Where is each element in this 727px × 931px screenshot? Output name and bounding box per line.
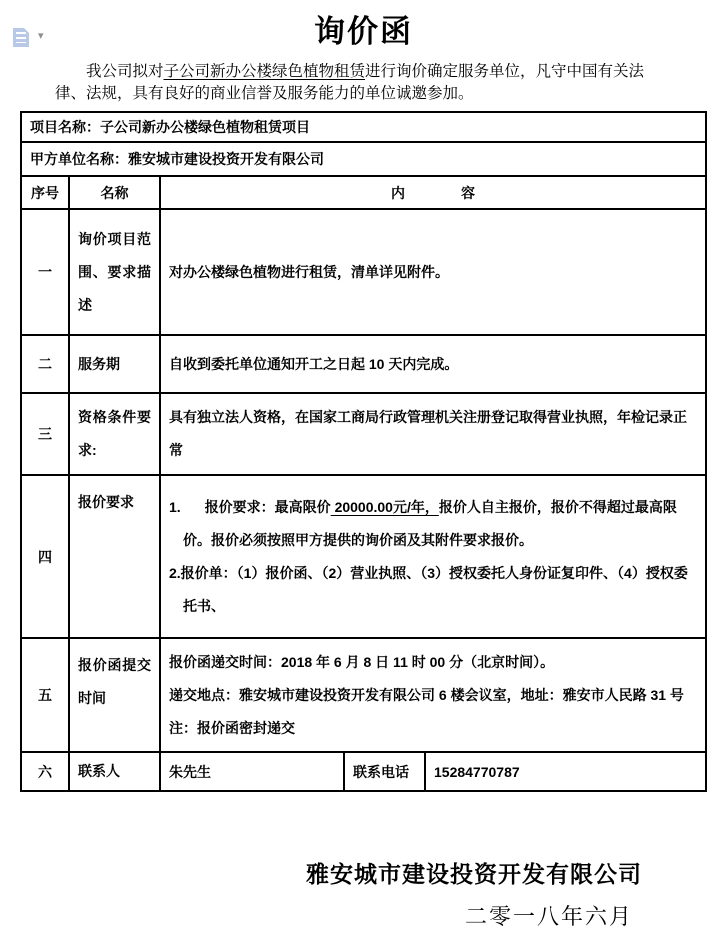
row5-index: 五: [21, 638, 69, 752]
quote-documents-item: 2.报价单：（1）报价函、（2）营业执照、（3）授权委托人身份证复印件、（4）授权委托书、: [169, 564, 688, 614]
row1-index: 一: [21, 209, 69, 335]
table-row: [21, 638, 706, 752]
item1-prefix: 报价要求：最高限价: [204, 498, 331, 515]
table-row: [21, 335, 706, 393]
phone-number-cell: 15284770787: [425, 752, 706, 791]
table-row: [21, 475, 706, 638]
submission-place-line: 递交地点：雅安城市建设投资开发有限公司 6 楼会议室，地址：雅安市人民路 31 号: [169, 686, 684, 703]
intro-suffix: 进行询价确定服务单位，凡守中国有关法律、法规，具有良好的商业信誉及服务能力的单位诚邀参加。: [55, 63, 645, 102]
submission-time-line: 报价函递交时间：2018 年 6 月 8 日 11 时 00 分（北京时间）。: [169, 653, 555, 670]
row6-name: 联系人: [69, 752, 160, 791]
row5-name: 报价函提交时间: [69, 638, 160, 752]
submission-note-line: 注：报价函密封递交: [169, 719, 295, 736]
row1-name: 询价项目范围、要求描述: [69, 209, 160, 335]
paste-options-button[interactable]: [13, 28, 44, 47]
header-name: 名称: [69, 176, 160, 209]
row1-content: 对办公楼绿色植物进行租赁，清单详见附件。: [160, 209, 706, 335]
party-name-row: [21, 142, 706, 176]
contact-name-cell: 朱先生: [160, 752, 344, 791]
header-index: 序号: [21, 176, 69, 209]
row2-name: 服务期: [69, 335, 160, 393]
party-name-label: 甲方单位名称：: [30, 151, 128, 167]
row5-content: [160, 638, 706, 752]
phone-label-cell: 联系电话: [344, 752, 425, 791]
signature-block: [0, 856, 727, 931]
paste-document-icon[interactable]: [13, 28, 29, 47]
dropdown-arrow-icon[interactable]: ▾: [38, 29, 44, 42]
page-title: 询价函: [314, 14, 413, 49]
table-row: [21, 393, 706, 475]
row2-index: 二: [21, 335, 69, 393]
project-name-label: 项目名称：: [30, 119, 100, 135]
table-row: [21, 209, 706, 335]
intro-underlined-subject: 子公司新办公楼绿色植物租赁: [163, 63, 366, 80]
project-name-value: 子公司新办公楼绿色植物租赁项目: [100, 119, 310, 135]
item1-price-limit: 20000.00元/年，: [330, 498, 439, 515]
intro-paragraph: [55, 61, 655, 104]
quote-requirement-item: [169, 491, 697, 557]
header-content: 内 容: [160, 176, 706, 209]
intro-prefix: 我公司拟对: [86, 63, 164, 80]
row3-name: 资格条件要求:: [69, 393, 160, 475]
row4-name: 报价要求: [69, 475, 160, 638]
item1-marker: 1.: [169, 498, 181, 515]
row2-content: 自收到委托单位通知开工之日起 10 天内完成。: [160, 335, 706, 393]
row4-index: 四: [21, 475, 69, 638]
row3-index: 三: [21, 393, 69, 475]
item1-suffix: 报价人自主报价，报价不得超过最高限价。报价必须按照甲方提供的询价函及其附件要求报价。: [183, 498, 677, 548]
row4-content: [160, 475, 706, 638]
row3-content: 具有独立法人资格，在国家工商局行政管理机关注册登记取得营业执照，年检记录正常: [160, 393, 706, 475]
signature-date: 二零一八年六月: [464, 904, 633, 929]
project-name-row: [21, 112, 706, 142]
table-row: [21, 752, 706, 791]
party-name-value: 雅安城市建设投资开发有限公司: [128, 151, 324, 167]
signature-company: 雅安城市建设投资开发有限公司: [306, 862, 642, 887]
inquiry-table: [20, 111, 707, 792]
row6-index: 六: [21, 752, 69, 791]
